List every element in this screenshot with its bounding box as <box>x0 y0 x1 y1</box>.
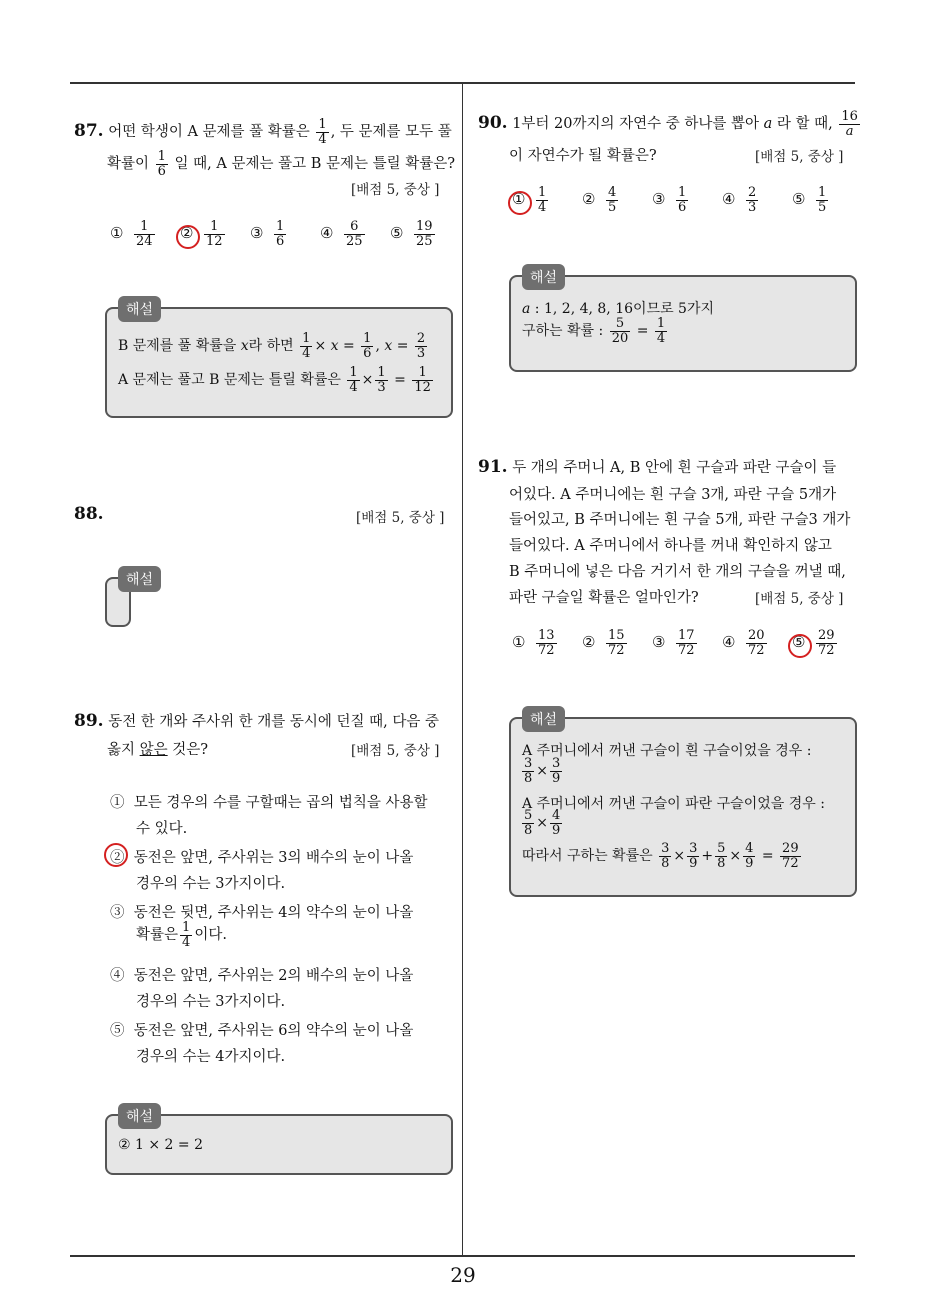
q89-solution-tag: 해설 <box>118 1103 161 1129</box>
q87-solution-tag: 해설 <box>118 296 161 322</box>
q91-line6: 파란 구슬일 확률은 얼마인가? <box>509 590 699 606</box>
q89-line1 <box>74 710 439 731</box>
q90-line2: 이 자연수가 될 확률은? <box>509 148 657 164</box>
q87-solution-line1: B 문제를 풀 확률을 x라 하면 $\frac{1}{4}$ × x = $\frac{1}{6}$ , x = $\frac{2}{3}$ <box>118 331 426 361</box>
q91-solution-tag: 해설 <box>522 706 565 732</box>
q87-text: 일 때, A 문제는 풀고 B 문제는 틀릴 확률은? <box>174 156 456 173</box>
q91-line5: B 주머니에 넣은 다음 거기서 한 개의 구슬을 꺼낼 때, <box>509 564 846 580</box>
q91-number: 91. <box>478 457 508 477</box>
q91-option-5[interactable]: ⑤ $\frac{29}{72}$ <box>792 628 835 658</box>
q91-solution-line5: 따라서 구하는 확률은 $\frac{3}{8}$ × $\frac{3}{9}$ + $\frac{5}{8}$ × $\frac{4}{9}$ = $\frac{29}{72}$ <box>522 841 799 871</box>
q90-solution-line2: 구하는 확률 : $\frac{5}{20}$ = $\frac{1}{4}$ <box>522 316 666 346</box>
q91-line4: 들어있다. A 주머니에서 하나를 꺼내 확인하지 않고 <box>509 538 832 554</box>
q89-line2: 옳지 않은 것은? <box>107 742 209 758</box>
q87-line1 <box>74 118 452 146</box>
q89-score: [배점 5, 중상 ] <box>351 743 440 759</box>
q89-number: 89. <box>74 711 104 731</box>
q91-solution-line1: A 주머니에서 꺼낸 구슬이 흰 구슬이었을 경우 : <box>522 743 812 759</box>
q87-text: , 두 문제를 모두 풀 <box>330 124 452 141</box>
q87-score: [배점 5, 중상 ] <box>351 182 440 198</box>
q90-solution-line1: a : 1, 2, 4, 8, 16이므로 5가지 <box>522 301 714 317</box>
q87-text: 확률이 <box>107 156 150 173</box>
q87-number: 87. <box>74 121 104 142</box>
q87-solution-box <box>105 307 453 418</box>
q87-solution-line2: A 문제는 풀고 B 문제는 틀릴 확률은 $\frac{1}{4}$ × $\frac{1}{3}$ = $\frac{1}{12}$ <box>118 365 431 395</box>
q91-line3: 들어있고, B 주머니에는 흰 구슬 5개, 파란 구슬3 개가 <box>509 512 851 528</box>
q90-option-1[interactable]: ① $\frac{1}{4}$ <box>512 185 547 215</box>
q91-solution-line3: A 주머니에서 꺼낸 구슬이 파란 구슬이었을 경우 : <box>522 796 825 812</box>
q89-answer-circle <box>104 843 128 867</box>
q90-option-5[interactable]: ⑤ $\frac{1}{5}$ <box>792 185 827 215</box>
q87-fraction: $\frac{1}{6}$ <box>157 149 166 179</box>
q88-solution-tag: 해설 <box>118 566 161 592</box>
q90-score: [배점 5, 중상 ] <box>755 149 844 165</box>
q87-option-3[interactable]: ③ $\frac{1}{6}$ <box>250 219 285 249</box>
q88-score: [배점 5, 중상 ] <box>356 510 445 526</box>
q87-answer-circle <box>176 225 200 249</box>
q90-option-2[interactable]: ② $\frac{4}{5}$ <box>582 185 617 215</box>
q90-fraction: $\frac{16}{a}$ <box>841 109 858 139</box>
q91-option-1[interactable]: ① $\frac{13}{72}$ <box>512 628 555 658</box>
q89-solution-line1: ② 1 × 2 = 2 <box>118 1137 203 1153</box>
q87-text: 어떤 학생이 A 문제를 풀 확률은 <box>108 124 310 141</box>
q89-underlined-word: 않은 <box>139 742 168 758</box>
q91-option-3[interactable]: ③ $\frac{17}{72}$ <box>652 628 695 658</box>
q88-number: 88. <box>74 504 104 524</box>
column-divider <box>462 84 463 1255</box>
q91-answer-circle <box>788 634 812 658</box>
q91-line1: 91. 두 개의 주머니 A, B 안에 흰 구슬과 파란 구슬이 들 <box>478 457 837 477</box>
q87-option-4[interactable]: ④ $\frac{6}{25}$ <box>320 219 363 249</box>
bottom-rule <box>70 1255 855 1257</box>
q87-fraction: $\frac{1}{4}$ <box>318 117 327 147</box>
q87-option-2[interactable]: ② $\frac{1}{12}$ <box>180 219 223 249</box>
q87-line2 <box>107 150 455 178</box>
q89-text: 동전 한 개와 주사위 한 개를 동시에 던질 때, 다음 중 <box>108 714 440 730</box>
q87-option-1[interactable]: ① $\frac{1}{24}$ <box>110 219 153 249</box>
q90-number: 90. <box>478 113 508 134</box>
q91-solution-line2: $\frac{3}{8}$ × $\frac{3}{9}$ <box>524 756 561 786</box>
q87-option-5[interactable]: ⑤ $\frac{19}{25}$ <box>390 219 433 249</box>
q90-option-4[interactable]: ④ $\frac{2}{3}$ <box>722 185 757 215</box>
q91-option-2[interactable]: ② $\frac{15}{72}$ <box>582 628 625 658</box>
q90-line1: 90. 1부터 20까지의 자연수 중 하나를 뽑아 a 라 할 때, $\frac{16}{a}$ <box>478 109 858 139</box>
q91-solution-line4: $\frac{5}{8}$ × $\frac{4}{9}$ <box>524 808 561 838</box>
page-number: 29 <box>450 1263 476 1287</box>
q88-line1 <box>74 504 104 524</box>
q90-solution-tag: 해설 <box>522 264 565 290</box>
q91-option-4[interactable]: ④ $\frac{20}{72}$ <box>722 628 765 658</box>
q91-line2: 어있다. A 주머니에는 흰 구슬 3개, 파란 구슬 5개가 <box>509 487 837 503</box>
q90-answer-circle <box>508 191 532 215</box>
q90-option-3[interactable]: ③ $\frac{1}{6}$ <box>652 185 687 215</box>
q91-score: [배점 5, 중상 ] <box>755 591 844 607</box>
